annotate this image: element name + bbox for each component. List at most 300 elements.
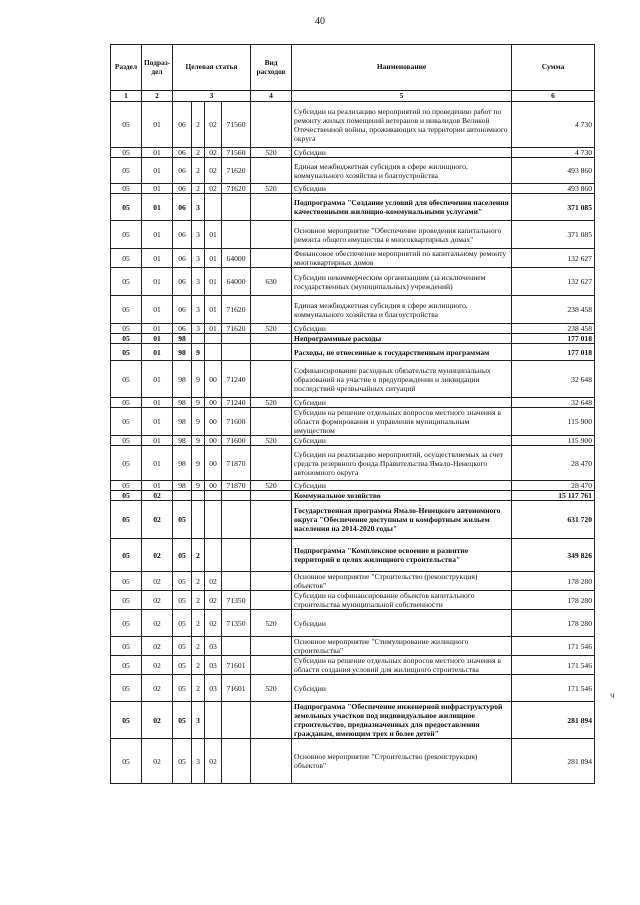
- subsection-code-cell: 01: [142, 398, 173, 408]
- activity-code-cell: 02: [205, 102, 222, 148]
- section-code-cell: 05: [111, 361, 142, 398]
- subsection-code-cell: 01: [142, 158, 173, 184]
- activity-code-cell: 00: [205, 436, 222, 446]
- section-code-cell: 05: [111, 324, 142, 334]
- header-expense-type: Вид расходов: [251, 45, 292, 91]
- direction-code-cell: [222, 334, 251, 344]
- table-row: [111, 572, 595, 591]
- program-code-cell: 05: [173, 501, 192, 539]
- program-code-cell: 06: [173, 194, 192, 221]
- direction-code-cell: [222, 539, 251, 572]
- subsection-code-cell: 01: [142, 148, 173, 158]
- header-sum: Сумма: [512, 45, 595, 91]
- sum-cell: 28 470: [512, 446, 595, 481]
- subsection-code-cell: 01: [142, 334, 173, 344]
- subprogram-code-cell: 3: [192, 702, 205, 739]
- subsection-code-cell: 01: [142, 268, 173, 296]
- subsection-code-cell: 01: [142, 249, 173, 268]
- subsection-code-cell: 01: [142, 361, 173, 398]
- section-code-cell: 05: [111, 610, 142, 637]
- activity-code-cell: 01: [205, 268, 222, 296]
- activity-code-cell: 01: [205, 296, 222, 324]
- section-code-cell: 05: [111, 184, 142, 194]
- page-number: 40: [315, 16, 325, 27]
- table-row: [111, 268, 595, 296]
- direction-code-cell: [222, 637, 251, 656]
- program-code-cell: 98: [173, 361, 192, 398]
- subsection-code-cell: 01: [142, 194, 173, 221]
- section-code-cell: 05: [111, 446, 142, 481]
- program-code-cell: [173, 491, 192, 501]
- program-code-cell: 06: [173, 184, 192, 194]
- budget-table: [110, 44, 595, 784]
- section-code-cell: 05: [111, 249, 142, 268]
- subprogram-code-cell: 9: [192, 408, 205, 436]
- name-cell: Софинансирование расходных обязательств муниципальных образований на участие в предупреждении и ликвидации последствий чрезвычайных ситуаций: [292, 361, 512, 398]
- direction-code-cell: 71600: [222, 436, 251, 446]
- expense-type-cell: [251, 656, 292, 675]
- subprogram-code-cell: 3: [192, 221, 205, 249]
- expense-type-cell: [251, 249, 292, 268]
- table-row: [111, 481, 595, 491]
- table-row: [111, 591, 595, 610]
- direction-code-cell: [222, 501, 251, 539]
- name-cell: Субсидии: [292, 675, 512, 702]
- name-cell: Подпрограмма "Обеспечение инженерной инфраструктурой земельных участков под индивидуальное жилищное строительство, предназначенных для предоставления гражданам, имеющим трех и более детей": [292, 702, 512, 739]
- table-row: [111, 249, 595, 268]
- program-code-cell: 06: [173, 148, 192, 158]
- name-cell: Основное мероприятие "Строительство (реконструкция) объектов": [292, 572, 512, 591]
- activity-code-cell: [205, 501, 222, 539]
- activity-code-cell: [205, 334, 222, 344]
- subprogram-code-cell: [192, 334, 205, 344]
- name-cell: Основное мероприятие "Обеспечение проведения капитального ремонта общего имущества в многоквартирных домах": [292, 221, 512, 249]
- program-code-cell: 98: [173, 481, 192, 491]
- sum-cell: 28 470: [512, 481, 595, 491]
- subsection-code-cell: 01: [142, 481, 173, 491]
- section-code-cell: 05: [111, 296, 142, 324]
- table-row: [111, 102, 595, 148]
- subprogram-code-cell: 2: [192, 675, 205, 702]
- section-code-cell: 05: [111, 675, 142, 702]
- program-code-cell: 98: [173, 344, 192, 361]
- name-cell: Подпрограмма "Создание условий для обеспечения населения качественными жилищно-коммунальными услугами": [292, 194, 512, 221]
- table-row: [111, 610, 595, 637]
- sum-cell: 177 018: [512, 334, 595, 344]
- section-code-cell: 05: [111, 739, 142, 784]
- index-cell: 4: [251, 91, 292, 102]
- name-cell: Субсидии: [292, 324, 512, 334]
- program-code-cell: 05: [173, 739, 192, 784]
- direction-code-cell: 71601: [222, 656, 251, 675]
- direction-code-cell: 71620: [222, 296, 251, 324]
- table-row: [111, 656, 595, 675]
- table-row: [111, 702, 595, 739]
- table-row: [111, 446, 595, 481]
- activity-code-cell: 02: [205, 148, 222, 158]
- subprogram-code-cell: 2: [192, 610, 205, 637]
- expense-type-cell: 520: [251, 675, 292, 702]
- section-code-cell: 05: [111, 268, 142, 296]
- subsection-code-cell: 01: [142, 436, 173, 446]
- expense-type-cell: [251, 591, 292, 610]
- subsection-code-cell: 01: [142, 408, 173, 436]
- sum-cell: 177 018: [512, 344, 595, 361]
- expense-type-cell: 520: [251, 324, 292, 334]
- program-code-cell: 06: [173, 249, 192, 268]
- subprogram-code-cell: 3: [192, 324, 205, 334]
- direction-code-cell: 71240: [222, 361, 251, 398]
- expense-type-cell: 630: [251, 268, 292, 296]
- sum-cell: 15 117 761: [512, 491, 595, 501]
- expense-type-cell: [251, 102, 292, 148]
- subsection-code-cell: 02: [142, 591, 173, 610]
- activity-code-cell: 03: [205, 637, 222, 656]
- expense-type-cell: [251, 446, 292, 481]
- section-code-cell: 05: [111, 491, 142, 501]
- subprogram-code-cell: 9: [192, 398, 205, 408]
- sum-cell: 115 900: [512, 436, 595, 446]
- direction-code-cell: 71350: [222, 610, 251, 637]
- subprogram-code-cell: 9: [192, 481, 205, 491]
- sum-cell: 349 826: [512, 539, 595, 572]
- section-code-cell: 05: [111, 102, 142, 148]
- header-row: [111, 45, 595, 91]
- program-code-cell: 05: [173, 591, 192, 610]
- index-row: [111, 91, 595, 102]
- activity-code-cell: 01: [205, 249, 222, 268]
- section-code-cell: 05: [111, 158, 142, 184]
- subprogram-code-cell: 2: [192, 158, 205, 184]
- table-row: [111, 158, 595, 184]
- section-code-cell: 05: [111, 572, 142, 591]
- name-cell: Единая межбюджетная субсидия в сфере жилищного, коммунального хозяйства и благоустройства: [292, 296, 512, 324]
- name-cell: Коммунальное хозяйство: [292, 491, 512, 501]
- name-cell: Субсидии на реализацию мероприятий, осуществляемых за счет средств резервного фонда Правительства Ямало-Ненецкого автономного округа: [292, 446, 512, 481]
- program-code-cell: 05: [173, 675, 192, 702]
- name-cell: Государственная программа Ямало-Ненецкого автономного округа "Обеспечение доступным и комфортным жильем населения на 2014-2020 годы": [292, 501, 512, 539]
- table-row: [111, 184, 595, 194]
- sum-cell: 631 720: [512, 501, 595, 539]
- header-section: Раздел: [111, 45, 142, 91]
- table-row: [111, 361, 595, 398]
- table-row: [111, 739, 595, 784]
- name-cell: Субсидии некоммерческим организациям (за исключением государственных (муниципальных) учреждений): [292, 268, 512, 296]
- activity-code-cell: [205, 702, 222, 739]
- table-row: [111, 408, 595, 436]
- expense-type-cell: [251, 361, 292, 398]
- stray-mark: ч: [610, 690, 615, 700]
- section-code-cell: 05: [111, 702, 142, 739]
- subprogram-code-cell: 3: [192, 296, 205, 324]
- section-code-cell: 05: [111, 334, 142, 344]
- sum-cell: 371 085: [512, 194, 595, 221]
- direction-code-cell: [222, 194, 251, 221]
- expense-type-cell: [251, 408, 292, 436]
- sum-cell: 171 546: [512, 675, 595, 702]
- table-row: [111, 221, 595, 249]
- expense-type-cell: [251, 158, 292, 184]
- subsection-code-cell: 02: [142, 702, 173, 739]
- subprogram-code-cell: 3: [192, 249, 205, 268]
- name-cell: Субсидии: [292, 610, 512, 637]
- program-code-cell: 06: [173, 102, 192, 148]
- direction-code-cell: 71620: [222, 324, 251, 334]
- expense-type-cell: 520: [251, 436, 292, 446]
- activity-code-cell: 02: [205, 572, 222, 591]
- section-code-cell: 05: [111, 408, 142, 436]
- index-cell: 5: [292, 91, 512, 102]
- index-cell: 6: [512, 91, 595, 102]
- program-code-cell: 06: [173, 221, 192, 249]
- activity-code-cell: 00: [205, 398, 222, 408]
- expense-type-cell: [251, 501, 292, 539]
- program-code-cell: 98: [173, 334, 192, 344]
- subprogram-code-cell: 2: [192, 591, 205, 610]
- section-code-cell: 05: [111, 539, 142, 572]
- activity-code-cell: [205, 194, 222, 221]
- sum-cell: 4 730: [512, 148, 595, 158]
- expense-type-cell: [251, 221, 292, 249]
- section-code-cell: 05: [111, 344, 142, 361]
- activity-code-cell: 00: [205, 408, 222, 436]
- sum-cell: 371 085: [512, 221, 595, 249]
- subprogram-code-cell: 9: [192, 344, 205, 361]
- sum-cell: 493 860: [512, 158, 595, 184]
- activity-code-cell: 00: [205, 446, 222, 481]
- program-code-cell: 05: [173, 572, 192, 591]
- direction-code-cell: 71560: [222, 102, 251, 148]
- sum-cell: 171 546: [512, 637, 595, 656]
- table-row: [111, 148, 595, 158]
- subprogram-code-cell: 3: [192, 194, 205, 221]
- direction-code-cell: 71620: [222, 184, 251, 194]
- subprogram-code-cell: 9: [192, 446, 205, 481]
- name-cell: Единая межбюджетная субсидия в сфере жилищного, коммунального хозяйства и благоустройства: [292, 158, 512, 184]
- name-cell: Субсидии: [292, 398, 512, 408]
- subsection-code-cell: 01: [142, 324, 173, 334]
- expense-type-cell: [251, 334, 292, 344]
- direction-code-cell: 71600: [222, 408, 251, 436]
- subprogram-code-cell: 2: [192, 148, 205, 158]
- section-code-cell: 05: [111, 501, 142, 539]
- activity-code-cell: 00: [205, 481, 222, 491]
- section-code-cell: 05: [111, 398, 142, 408]
- section-code-cell: 05: [111, 591, 142, 610]
- name-cell: Субсидии на софинансирование объектов капитального строительства муниципальной собственности: [292, 591, 512, 610]
- header-target-article: Целевая статья: [173, 45, 251, 91]
- activity-code-cell: 02: [205, 610, 222, 637]
- sum-cell: 238 458: [512, 324, 595, 334]
- subsection-code-cell: 01: [142, 221, 173, 249]
- expense-type-cell: 520: [251, 610, 292, 637]
- sum-cell: 132 627: [512, 249, 595, 268]
- subprogram-code-cell: [192, 491, 205, 501]
- subprogram-code-cell: 9: [192, 361, 205, 398]
- name-cell: Субсидии на реализацию мероприятий по проведению работ по ремонту жилых помещений ветеранов и инвалидов Великой Отечественной войны, проживающих на территории автономного округа: [292, 102, 512, 148]
- subsection-code-cell: 01: [142, 296, 173, 324]
- sum-cell: 493 860: [512, 184, 595, 194]
- table-row: [111, 344, 595, 361]
- subprogram-code-cell: 3: [192, 268, 205, 296]
- subsection-code-cell: 02: [142, 501, 173, 539]
- program-code-cell: 98: [173, 398, 192, 408]
- index-cell: 3: [173, 91, 251, 102]
- subsection-code-cell: 02: [142, 637, 173, 656]
- table-row: [111, 675, 595, 702]
- table-row: [111, 491, 595, 501]
- table-row: [111, 501, 595, 539]
- direction-code-cell: [222, 702, 251, 739]
- program-code-cell: 06: [173, 268, 192, 296]
- direction-code-cell: [222, 344, 251, 361]
- sum-cell: 4 730: [512, 102, 595, 148]
- name-cell: Основное мероприятие "Строительство (реконструкция) объектов": [292, 739, 512, 784]
- sum-cell: 238 458: [512, 296, 595, 324]
- subsection-code-cell: 01: [142, 446, 173, 481]
- direction-code-cell: 71601: [222, 675, 251, 702]
- activity-code-cell: [205, 539, 222, 572]
- table-body: [111, 102, 595, 784]
- subsection-code-cell: 02: [142, 675, 173, 702]
- sum-cell: 32 648: [512, 361, 595, 398]
- expense-type-cell: 520: [251, 148, 292, 158]
- subprogram-code-cell: 2: [192, 656, 205, 675]
- activity-code-cell: 02: [205, 739, 222, 784]
- section-code-cell: 05: [111, 656, 142, 675]
- section-code-cell: 05: [111, 148, 142, 158]
- program-code-cell: 06: [173, 296, 192, 324]
- direction-code-cell: 71870: [222, 446, 251, 481]
- subsection-code-cell: 01: [142, 184, 173, 194]
- activity-code-cell: 02: [205, 158, 222, 184]
- activity-code-cell: [205, 344, 222, 361]
- table-row: [111, 296, 595, 324]
- table-row: [111, 637, 595, 656]
- name-cell: Субсидии на решение отдельных вопросов местного значения в области создания условий для жилищного строительства: [292, 656, 512, 675]
- expense-type-cell: [251, 344, 292, 361]
- program-code-cell: 98: [173, 446, 192, 481]
- activity-code-cell: 03: [205, 656, 222, 675]
- name-cell: Субсидии: [292, 436, 512, 446]
- section-code-cell: 05: [111, 481, 142, 491]
- subprogram-code-cell: 2: [192, 539, 205, 572]
- subsection-code-cell: 01: [142, 344, 173, 361]
- section-code-cell: 05: [111, 637, 142, 656]
- subsection-code-cell: 02: [142, 656, 173, 675]
- name-cell: Подпрограмма "Комплексное освоение и развитие территорий в целях жилищного строительства": [292, 539, 512, 572]
- sum-cell: 281 894: [512, 739, 595, 784]
- header-name: Наименование: [292, 45, 512, 91]
- sum-cell: 132 627: [512, 268, 595, 296]
- expense-type-cell: [251, 539, 292, 572]
- name-cell: Субсидии: [292, 184, 512, 194]
- table-row: [111, 539, 595, 572]
- subsection-code-cell: 02: [142, 572, 173, 591]
- program-code-cell: 05: [173, 656, 192, 675]
- program-code-cell: 05: [173, 610, 192, 637]
- subprogram-code-cell: 3: [192, 739, 205, 784]
- direction-code-cell: 71870: [222, 481, 251, 491]
- sum-cell: 171 546: [512, 656, 595, 675]
- expense-type-cell: 520: [251, 184, 292, 194]
- subprogram-code-cell: 9: [192, 436, 205, 446]
- activity-code-cell: 00: [205, 361, 222, 398]
- direction-code-cell: 71350: [222, 591, 251, 610]
- name-cell: Субсидии: [292, 148, 512, 158]
- program-code-cell: 05: [173, 539, 192, 572]
- direction-code-cell: 64000: [222, 249, 251, 268]
- table-row: [111, 436, 595, 446]
- subsection-code-cell: 01: [142, 102, 173, 148]
- name-cell: Финансовое обеспечение мероприятий по капитальному ремонту многоквартирных домов: [292, 249, 512, 268]
- expense-type-cell: [251, 296, 292, 324]
- program-code-cell: 05: [173, 702, 192, 739]
- expense-type-cell: [251, 572, 292, 591]
- table-row: [111, 194, 595, 221]
- direction-code-cell: 71620: [222, 158, 251, 184]
- direction-code-cell: 64000: [222, 268, 251, 296]
- program-code-cell: 98: [173, 408, 192, 436]
- table-row: [111, 398, 595, 408]
- subprogram-code-cell: 2: [192, 637, 205, 656]
- subprogram-code-cell: 2: [192, 102, 205, 148]
- section-code-cell: 05: [111, 221, 142, 249]
- table-row: [111, 334, 595, 344]
- subprogram-code-cell: [192, 501, 205, 539]
- program-code-cell: 06: [173, 158, 192, 184]
- section-code-cell: 05: [111, 194, 142, 221]
- name-cell: Субсидии на решение отдельных вопросов местного значения в области формирования и управления муниципальным имуществом: [292, 408, 512, 436]
- sum-cell: 281 894: [512, 702, 595, 739]
- direction-code-cell: [222, 221, 251, 249]
- subsection-code-cell: 02: [142, 739, 173, 784]
- direction-code-cell: [222, 491, 251, 501]
- activity-code-cell: 02: [205, 184, 222, 194]
- sum-cell: 178 280: [512, 610, 595, 637]
- expense-type-cell: [251, 739, 292, 784]
- expense-type-cell: [251, 702, 292, 739]
- subprogram-code-cell: 2: [192, 572, 205, 591]
- index-cell: 1: [111, 91, 142, 102]
- activity-code-cell: [205, 491, 222, 501]
- expense-type-cell: 520: [251, 481, 292, 491]
- activity-code-cell: 02: [205, 591, 222, 610]
- subsection-code-cell: 02: [142, 610, 173, 637]
- program-code-cell: 05: [173, 637, 192, 656]
- sum-cell: 115 900: [512, 408, 595, 436]
- program-code-cell: 98: [173, 436, 192, 446]
- name-cell: Расходы, не отнесенные к государственным программам: [292, 344, 512, 361]
- subsection-code-cell: 02: [142, 491, 173, 501]
- direction-code-cell: [222, 572, 251, 591]
- program-code-cell: 06: [173, 324, 192, 334]
- section-code-cell: 05: [111, 436, 142, 446]
- name-cell: Основное мероприятие "Стимулирование жилищного строительства": [292, 637, 512, 656]
- expense-type-cell: [251, 637, 292, 656]
- index-cell: 2: [142, 91, 173, 102]
- subsection-code-cell: 02: [142, 539, 173, 572]
- direction-code-cell: [222, 739, 251, 784]
- subprogram-code-cell: 2: [192, 184, 205, 194]
- sum-cell: 178 280: [512, 591, 595, 610]
- direction-code-cell: 71560: [222, 148, 251, 158]
- table-row: [111, 324, 595, 334]
- activity-code-cell: 01: [205, 221, 222, 249]
- direction-code-cell: 71240: [222, 398, 251, 408]
- expense-type-cell: [251, 194, 292, 221]
- sum-cell: 32 648: [512, 398, 595, 408]
